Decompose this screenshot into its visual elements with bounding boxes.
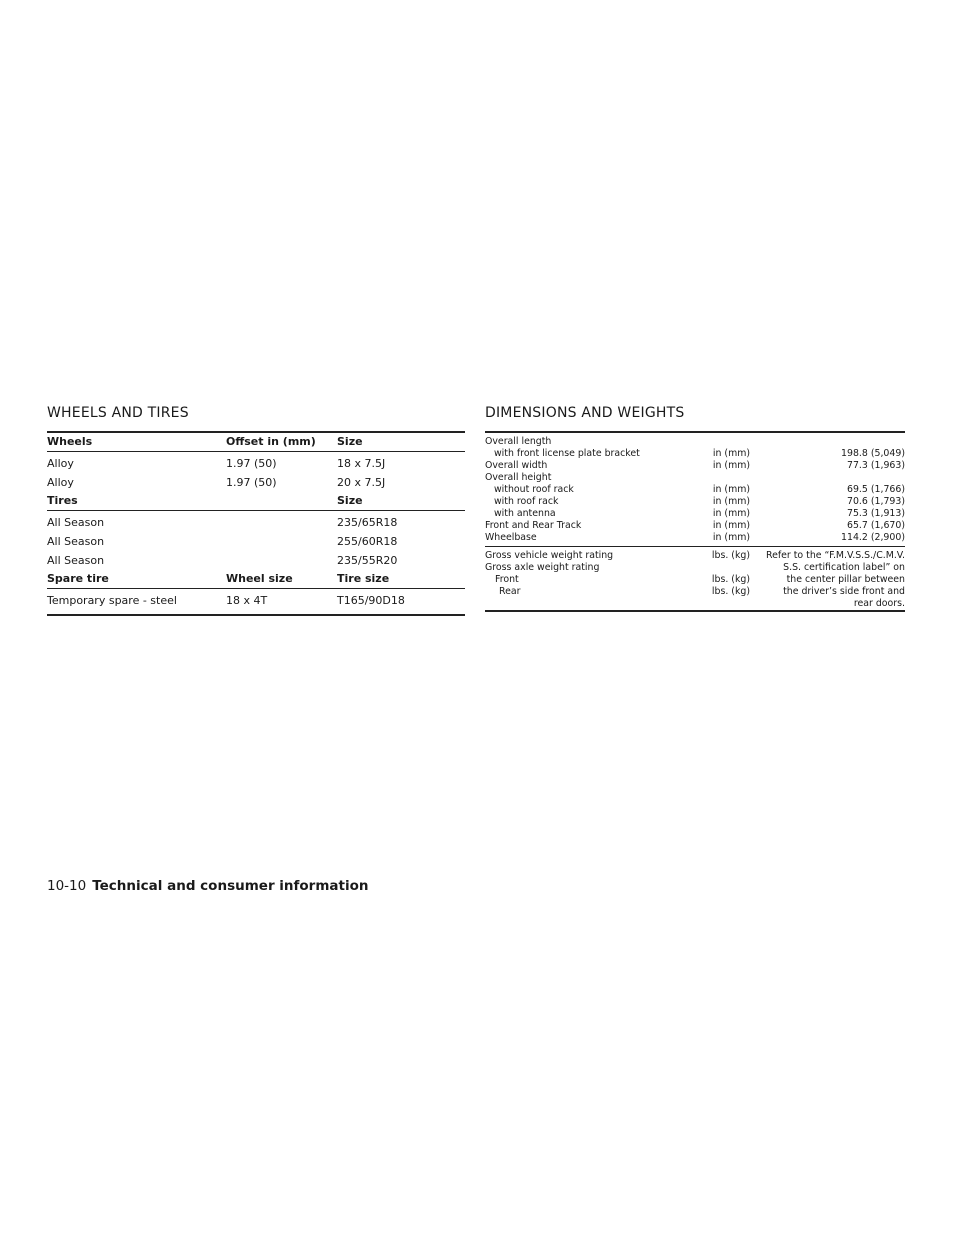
dimension-label: Overall width — [485, 460, 548, 471]
dimension-unit: in (mm) — [712, 484, 750, 495]
header-cell: Wheel size — [226, 572, 293, 585]
spare-header-row — [47, 570, 465, 589]
dimension-row — [485, 472, 905, 484]
section-divider — [485, 546, 905, 547]
dimension-unit: in (mm) — [712, 448, 750, 459]
dimension-unit: in (mm) — [712, 496, 750, 507]
table-cell: All Season — [47, 554, 105, 567]
footer-title: Technical and consumer information — [92, 878, 369, 894]
page-footer — [47, 878, 368, 894]
header-cell: Offset in (mm) — [226, 435, 316, 448]
header-cell: Wheels — [47, 435, 93, 448]
table-cell: Alloy — [47, 457, 74, 470]
dimension-row — [485, 448, 905, 460]
weight-label: Gross vehicle weight rating — [485, 550, 614, 561]
dimensions-weights-title: DIMENSIONS AND WEIGHTS — [485, 405, 685, 421]
dimension-label: with antenna — [494, 508, 556, 519]
table-row — [47, 513, 465, 532]
dimension-value: 114.2 (2,900) — [841, 532, 905, 543]
dimension-value: 77.3 (1,963) — [846, 460, 905, 471]
page-number: 10-10 — [47, 878, 87, 894]
table-cell: 255/60R18 — [337, 535, 398, 548]
dimension-row — [485, 460, 905, 472]
dimension-unit: in (mm) — [712, 508, 750, 519]
weight-label: Front — [495, 574, 519, 585]
table-cell: T165/90D18 — [337, 594, 405, 607]
header-cell: Tire size — [337, 572, 390, 585]
table-cell: 1.97 (50) — [226, 476, 277, 489]
note-line: the center pillar between — [786, 574, 905, 585]
note-line: Refer to the “F.M.V.S.S./C.M.V. — [765, 550, 905, 561]
note-line: the driver’s side front and — [783, 586, 905, 597]
table-cell: 1.97 (50) — [226, 457, 277, 470]
note-line: S.S. certification label” on — [783, 562, 905, 573]
header-cell: Tires — [47, 494, 78, 507]
dimension-unit: in (mm) — [712, 460, 750, 471]
table-row — [47, 473, 465, 492]
weight-unit: lbs. (kg) — [711, 550, 750, 561]
dimension-label: without roof rack — [494, 484, 574, 495]
table-row — [47, 551, 465, 570]
header-cell: Spare tire — [47, 572, 109, 585]
table-cell: 18 x 7.5J — [337, 457, 386, 470]
tires-header-row — [47, 492, 465, 511]
table-cell: 18 x 4T — [226, 594, 268, 607]
dimension-unit: in (mm) — [712, 532, 750, 543]
weight-label: Gross axle weight rating — [485, 562, 600, 573]
dimensions-weights-table — [485, 431, 905, 612]
header-cell: Size — [337, 435, 363, 448]
dimension-label: with front license plate bracket — [494, 448, 640, 459]
weight-label: Rear — [499, 586, 521, 597]
dimension-value: 70.6 (1,793) — [846, 496, 905, 507]
dimension-row — [485, 436, 905, 448]
dimension-label: Wheelbase — [485, 532, 537, 543]
dimension-row — [485, 484, 905, 496]
dimension-row — [485, 508, 905, 520]
note-line: rear doors. — [853, 598, 905, 609]
wheels-header-row — [47, 433, 465, 452]
table-cell: Alloy — [47, 476, 74, 489]
table-bottom-rule — [47, 614, 465, 616]
table-cell: All Season — [47, 516, 105, 529]
table-top-rule — [485, 431, 905, 433]
dimension-label: Front and Rear Track — [485, 520, 582, 531]
dimension-unit: in (mm) — [712, 520, 750, 531]
table-row — [47, 591, 465, 610]
weight-rating-note — [755, 550, 905, 610]
table-cell: All Season — [47, 535, 105, 548]
table-bottom-rule — [485, 610, 905, 612]
dimension-row — [485, 532, 905, 544]
dimension-value: 69.5 (1,766) — [846, 484, 905, 495]
dimension-row — [485, 496, 905, 508]
table-cell: 20 x 7.5J — [337, 476, 386, 489]
wheels-tires-title: WHEELS AND TIRES — [47, 405, 189, 421]
weight-unit: lbs. (kg) — [711, 574, 750, 585]
table-row — [47, 454, 465, 473]
dimension-label: with roof rack — [494, 496, 559, 507]
dimension-value: 198.8 (5,049) — [841, 448, 905, 459]
table-cell: 235/65R18 — [337, 516, 398, 529]
table-row — [47, 532, 465, 551]
weights-block — [485, 550, 905, 608]
dimension-value: 65.7 (1,670) — [846, 520, 905, 531]
table-cell: 235/55R20 — [337, 554, 398, 567]
dimension-value: 75.3 (1,913) — [846, 508, 905, 519]
dimension-row — [485, 520, 905, 532]
dimension-label: Overall length — [485, 436, 552, 447]
header-cell: Size — [337, 494, 363, 507]
dimension-label: Overall height — [485, 472, 552, 483]
weight-unit: lbs. (kg) — [711, 586, 750, 597]
table-cell: Temporary spare - steel — [47, 594, 177, 607]
wheels-tires-table — [47, 431, 465, 616]
